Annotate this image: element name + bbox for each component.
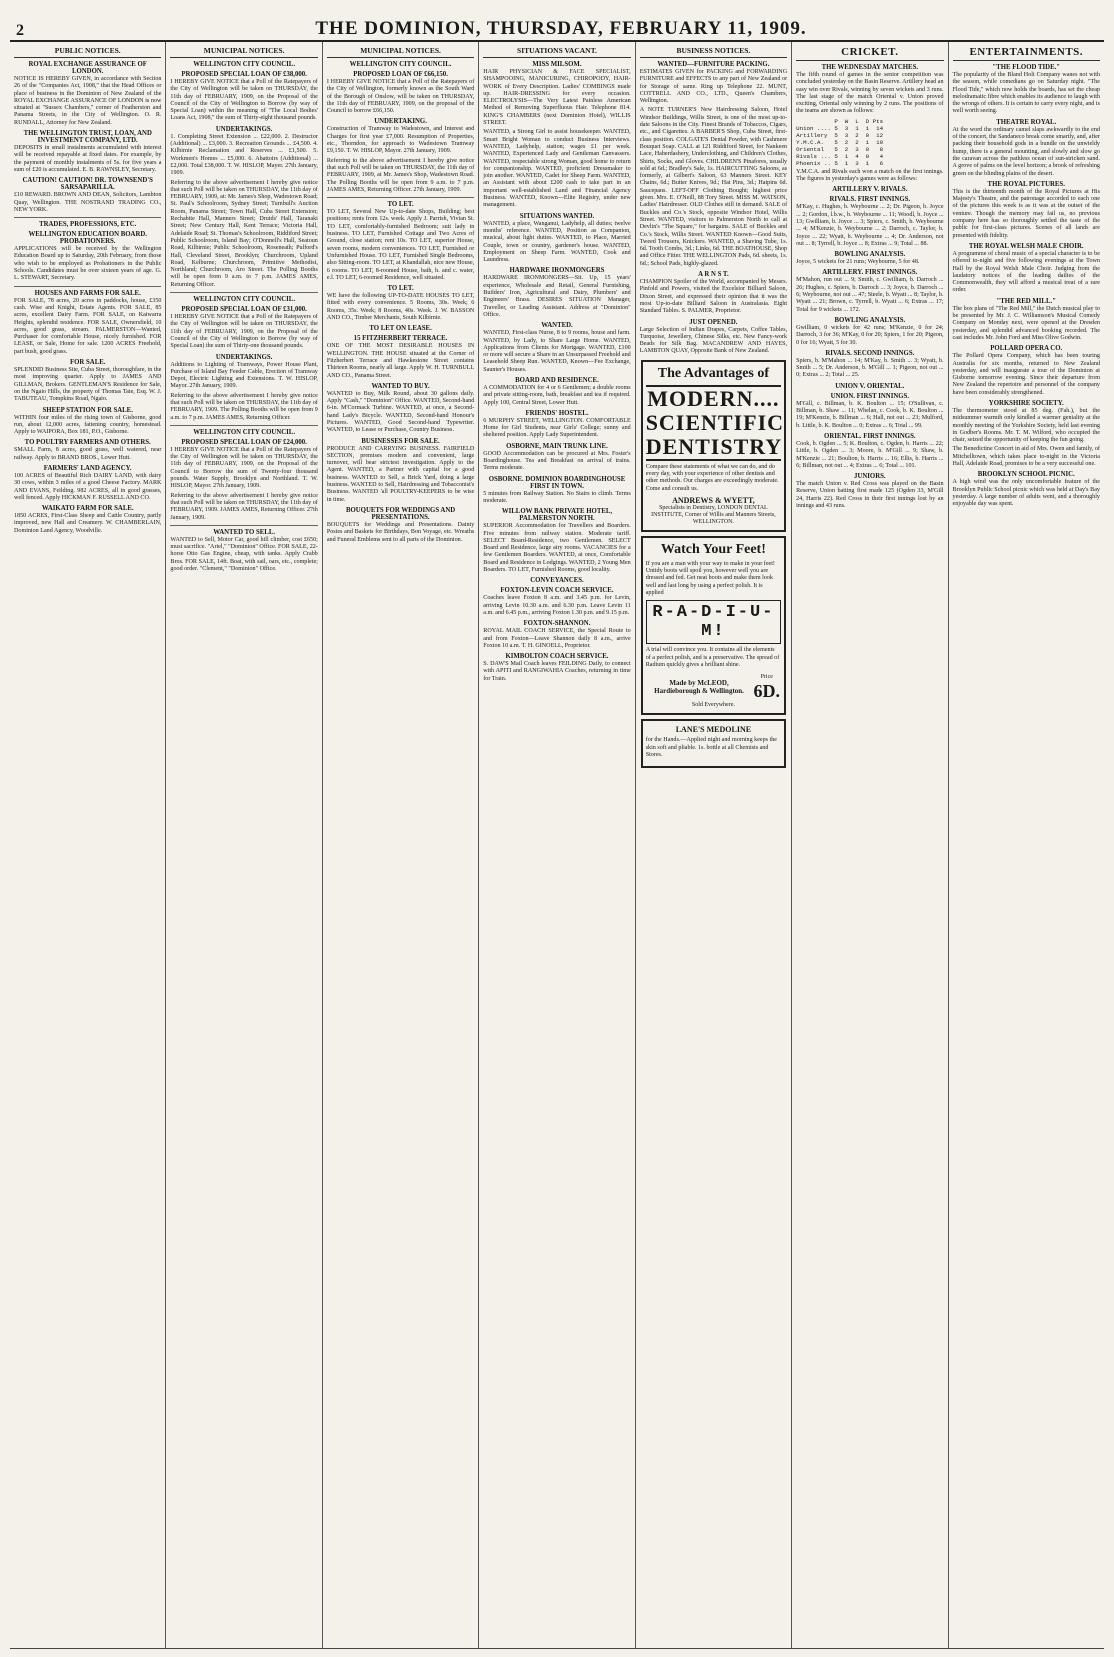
section-heading: RIVALS. FIRST INNINGS. [829, 196, 911, 204]
ad-headline-line: MODERN.... [647, 385, 780, 411]
article-paragraph: The popularity of the Bland Holt Company wanes not with the season, while comedians go on Saturday night. "The Flood Tide," which now holds the boards, has set the cheap melodramatic fibre which enables its audience to laugh with the wrongs of others. It is certain to carry every night, and is well worth seeing. [952, 72, 1100, 115]
column-heading: SITUATIONS VACANT. [483, 44, 630, 58]
ad-body: A trial will convince you. It contains all the elements of a perfect polish, and is a preservative. The spread of Radium quickly gives a brilliant shine. [645, 647, 780, 668]
article-paragraph: M'Mahon, run out ... 9; Smith, c. Gwilliam, b. Darroch ... 26; Hughes, c. Spiers, b. Darroch ... 3; Joyce, b. Darroch ... 6; Weybourne, not out ... 47; Steele, b. Wyatt ... 8; Taylor, b. Wyatt ... 21; Brown, c. Tyrrell, b. Wyatt ... 6; Extras ... 17; Total for 9 wickets ... 172. [796, 277, 944, 313]
article-paragraph: WANTED to Buy, Milk Round, about 30 gallons daily. Apply "Cash," "Dominion" Office. WANTED, Second-hand 6-in. M'Cormack Turbine. WANTED, at once, a Second-hand Lady's Bicycle. WANTED, Second-hand Honour's Pictures. WANTED, Good Second-hand Typewriter. WANTED, to Lease or Purchase, Country Business. [326, 390, 475, 434]
article-paragraph: FOR SALE, 78 acres, 20 acres in paddocks, house, £350 cash. Wise and Knight, Estate Agents. FOR SALE, 85 acres, excellent Dairy Farm. FOR SALE, on Kaiwarra Heights, splendid residence. FOR SALE, Ownersfield, 10 acres, good grass, stream. PALMERSTON—Wanted, Purchaser for comfortable House, nicely furnished. FOR LEASE, or Sale, Home for sale. 1200 ACRES Freehold, part bush, good grass. [14, 297, 162, 355]
article-paragraph: GOOD Accommodation can be procured at Mrs. Foster's Boardinghouse. Tea and Breakfast on arrival of trains. Terms moderate. [483, 450, 631, 472]
article-paragraph: I HEREBY GIVE NOTICE that a Poll of the Ratepayers of the City of Wellington will be taken on THURSDAY, the 11th day of FEBRUARY, 1909, on the Proposal of the Council of the City of Wellington to Borrow (by way of Special Loan) the sum of Thirty-one thousand pounds. [170, 314, 318, 350]
section-heading: ARTILLERY. FIRST INNINGS. [822, 269, 918, 277]
section-heading: UNION V. ORIENTAL. [835, 382, 905, 390]
section-heading: UNDERTAKINGS. [215, 125, 273, 133]
article-paragraph: WANTED, a place, Wanganui, Ladyhelp, all duties; twelve months' reference. WANTED, Position as Companion, musical, about light duties. WANTED, to Place, Married Couple, town or country, gardener's house. WANTED, Employment on Sheep Farm. WANTED, Cook and Laundress. [483, 220, 631, 264]
section-heading: TO LET. [387, 201, 414, 209]
section-divider [170, 292, 317, 293]
article-paragraph: 5 minutes from Railway Station. No Stairs to climb. Terms moderate. [483, 490, 631, 504]
column-heading: MUNICIPAL NOTICES. [170, 44, 317, 58]
article-paragraph: M'Kay, c. Hughes, b. Weybourne ... 2; Dr. Pigeon, b. Joyce ... 2; Gordon, l.b.w., b. Weybourne ... 11; Woodl, b. Joyce ... 13; Gwilliam, b. Joyce ... 3; Spiers, c. Smith, b. Weybourne ... 4; M'Kenzie, b. Weybourne ... 2; Darroch, c. Taylor, b. Joyce ... 22; Wyatt, b. Weybourne ... 4; Dr. Anderson, not out ... 8; Tyrrell, b. Joyce ... 8; Extras ... 9; Total ... 88. [796, 204, 944, 247]
article-paragraph: BOUQUETS for Weddings and Presentations. Dainty Posies and Baskets for Birthdays, Bon Voyage, etc. Wreaths and Funeral Emblems sent to all parts of the Dominion. [326, 521, 475, 543]
article-paragraph: I HEREBY GIVE NOTICE that a Poll of the Ratepayers of the City of Wellington will be taken on THURSDAY, the 11th day of FEBRUARY, 1909, on the Proposal of the Council of the City of Wellington to Borrow (by way of Special Loan) within the meaning of "The Local Bodies' Loans Act, 1908," the sum of Thirty-eight thousand pounds. [170, 79, 318, 122]
section-heading: "THE RED MILL." [996, 297, 1056, 305]
ad-price-box [752, 672, 781, 702]
section-divider [14, 286, 161, 287]
section-heading: SITUATIONS WANTED. [519, 212, 595, 220]
article-paragraph: M'Gill, c. Billman, b. K. Boulton ... 15; O'Sullivan, c. Billman, b. Shaw ... 11; Whelan, c. Cook, b. K. Boulton ... 19; M'Kenzie, b. Billman ... 6; Hall, not out ... 23; Mulford, b. Little, b. K. Boulton ... 0; Extras ... 6; Total ... 99. [796, 400, 944, 429]
section-heading: UNDERTAKING. [374, 118, 427, 126]
column-heading: ENTERTAINMENTS. [953, 44, 1100, 61]
section-heading: CONVEYANCES. [530, 577, 584, 585]
column-heading: PUBLIC NOTICES. [14, 44, 161, 58]
section-heading: HARDWARE IRONMONGERS [509, 267, 605, 275]
section-heading: BUSINESSES FOR SALE. [361, 437, 440, 445]
article-paragraph: CHAMPION Spoiler of the World, accompanied by Messrs. Pinfold and Powers, visited the Excelsior Billiard Saloon, Dixon Street, and expressed their opinion that it was the most Up-to-date Billiard Saloon in Australasia. Eight Standard Tables. S. PALMER, Proprietor. [639, 279, 788, 315]
hand-lotion-advertisement [641, 719, 786, 768]
section-heading: FRIENDS' HOSTEL. [525, 409, 589, 417]
section-heading: UNDERTAKINGS. [215, 353, 273, 361]
article-paragraph: 6 MURPHY STREET, WELLINGTON. COMFORTABLE Home for Girl Students, near Girls' College; sunny and sheltered position. Apply Lady Superintendent. [483, 417, 631, 439]
article-paragraph: The thermometer stood at 85 deg. (Fah.), but the midsummer warmth only kindled a warmer geniality at the monthly meeting of the Yorkshire Society, held last evening in Godber's Rooms. Mr. T. M. Wilford, who occupied the chair, seized the opportunity of keeping the fun going. [952, 407, 1100, 444]
article-paragraph: The box plans of "The Red Mill," the Dutch musical play to be presented by Mr. J. C. Williamson's Musical Comedy Company on Monday next, were opened at the Dresden yesterday, and splendid advanced booking recorded. The cast includes Mr. John Ford and Miss Olive Godwin. [952, 305, 1100, 341]
section-heading: BROOKLYN SCHOOL PICNIC. [977, 471, 1075, 479]
article-paragraph: ROYAL MAIL COACH SERVICE, the Special Route to and from Foxton—Leave Shannon daily 8 a.m., arrive Foxton 10 a.m. T. H. GINOELL, Proprietor. [483, 628, 631, 649]
article-paragraph: The fifth round of games in the senior competition was concluded yesterday on the Basin Reserve. Artillery head an easy win over Rivals, winning by seven wickets and 3 runs. The last stage of the match Oriental v. Union proved exciting, Oriental only winning by 2 runs. The positions of the teams are shown as follows: [796, 72, 944, 115]
article-paragraph: Joyce, 5 wickets for 21 runs; Weybourne, 5 for 48. [796, 259, 920, 266]
section-heading: HOUSES AND FARMS FOR SALE. [34, 289, 141, 297]
article-paragraph: The Pollard Opera Company, which has been touring Australia for six months, returned to New Zealand yesterday, and will inaugurate a tour of the Dominion at Gisborne tomorrow evening. Since their departure from New Zealand the repertoire and personnel of the company have been considerably strengthened. [952, 353, 1100, 396]
article-paragraph: SUPERIOR Accommodation for Travellers and Boarders. Five minutes from railway station. Moderate tariff. SELECT Board-Residence, two Gentlemen. SELECT Board and Residence, large airy rooms. VACANCIES for a few Gentlemen Boarders. WANTED, at once, Comfortable Board and Residence in Lodgings. WANTED, 2 Young Men Boarders. TO LET, Furnished Rooms, good locality. [483, 523, 631, 574]
article-paragraph: 1. Completing Street Extension ... £22,000. 2. Destructor (Additional) ... £3,000. 3. Recreation Grounds ... £4,500. 4. Kilbirnie Reclamation and Reserves ... £1,500. 5. Workmen's Homes ... £5,000. 6. Abattoirs (Additional) ... £2,000. Total £38,000. T. W. HISLOP, Mayer. 27th January, 1909. [170, 133, 318, 177]
ad-price-label: Price [760, 674, 773, 681]
section-divider [170, 425, 317, 426]
radium-polish-advertisement [641, 536, 786, 715]
article-paragraph: APPLICATIONS will be received by the Wellington Education Board up to Saturday, 20th February, from those who wish to be employed as Probationers in the Public Schools. Candidates must be over sixteen years of age. G. L. STEWART, Secretary. [14, 246, 162, 282]
section-heading: TO LET ON LEASE. [369, 325, 432, 333]
section-heading: PROPOSED SPECIAL LOAN OF £38,000. [181, 71, 307, 78]
standings-table: P W L D Pts Union .... 5 3 1 1 14 Artillery 5 3 2 0 12 Y.M.C.A. 5 2 2 1 10 Oriental 5 2 3 0 8 Rivals ... 5 1 4 0 4 Phoenix .. 5 1 3 1 6 [796, 117, 884, 167]
section-heading: THE ROYAL PICTURES. [987, 180, 1065, 188]
article-paragraph: Y.M.C.A. and Rivals each won a match on the first innings. The figures in yesterday's games were as follows: [796, 168, 944, 183]
section-divider [170, 525, 317, 526]
column-1 [10, 42, 166, 1648]
section-heading: WELLINGTON CITY COUNCIL. [193, 296, 296, 304]
article-paragraph: DEPOSITS in small instalments accumulated with interest will be received repayable at fixed dates. For example, by the payment of monthly instalments of 5s. for five years a sum of £20 is accumulated. E. B. RAWNSLEY, Secretary. [14, 145, 162, 173]
section-heading: TO POULTRY FARMERS AND OTHERS. [24, 439, 151, 447]
article-paragraph: HARDWARE IRONMONGERS—Sit. Up, 15 years' experience, Wholesale and Retail, General Furnishing, Builders' Iron, Agricultural and Dairy, Plumbers' and Engineers' Brass. DESIRES SITUATION Manager, Traveller, or Leading Assistant. Address at "Dominion" Office. [483, 275, 631, 318]
article-paragraph: The Benedictine Concert in aid of Mrs. Owen and family, of Mitchelltown, which takes place to-night in the Victoria Hall, Adelaide Road, promises to be a very successful one. [952, 446, 1100, 468]
section-heading: BOARD AND RESIDENCE. [515, 376, 599, 384]
article-paragraph: HAIR PHYSICIAN & FACE SPECIALIST, SHAMPOOING, MANICURING, CHIROPODY, HAIR-WORK of Every Description. Ladies' COMBINGS made up. HAIR-DRESSING for every occasion. ELECTROLYSIS—The Very Latest Painless American Method of Removing Superfluous Hair. Telephone 814. KING'S CHAMBERS (next Dominion Hotel), WILLIS STREET. [483, 69, 631, 127]
section-heading: THEATRE ROYAL. [996, 118, 1057, 126]
ad-title: LANE'S MEDOLINE [675, 725, 752, 735]
ad-maker: Made by McLEOD, Hardieborough & Wellington. [654, 679, 744, 696]
section-heading: BOUQUETS FOR WEDDINGS AND PRESENTATIONS. [345, 506, 456, 521]
ad-body: Compare these statements of what we can do, and do every day, with your experience of other dentists and other methods. Our charges are exceedingly moderate. Come and consult us. [645, 463, 779, 492]
article-paragraph: PRODUCE AND CARRYING BUSINESS. FAIRFIELD SECTION, premises modern and convenient, large turnover, will bear strictest investigation. Apply to the Agent. WANTED, a Partner with capital for a good business. WANTED to Sell, a Brick Yard, doing a large business. WANTED to Sell, Hairdressing and Tobacconist's Business. WANTED 'all POULTRY-KEEPERS to be wise in time. [326, 445, 475, 503]
article-paragraph: A NOTE TURNER'S New Hairdressing Saloon, Hotel Windsor Buildings, Willis Street, is one of the most up-to-date Saloons in the City. Finest Brands of Tobaccos, Cigars, etc., and Cigarettes. A BARBER'S Shop, Cuba Street, first-class position. COLGATE'S Dental Powder, with Cashmere Bouquet Soap. CALL at 121 Riddiford Street, for Nankeen Lace, Haberdashery, Underclothing, and Children's Clothes, Shirts, Socks, and Gloves. CHILDREN'S Pinafores, usually sold at 6d.; Bradley's Sale, 1s. HAIRCUTTING Saloons, as formerly, at Gilbert's Saloon, 63 Manners Street. KEY Chains, 6d.; Butter Knives, 9d.; Hat Pins, 3d.; Hatpins 6d. Saucepans. LEFT-OFF Clothing Bought; highest price given. Mrs. E. O'Neill, 88 Tory Street. MISS M. WATSON, Ladies' Hairdresser. OLD Clothes still in demand. SALE of Buckles and Co.'s Stock, opposite Windsor Hotel, Willis Street. WANTED, visitors to Palmerston North to call at Devlin's "The Square," for bargains. SALE of Buckles and Co.'s Stock, Willis Street. WANTED Known—Good Suits, Tweed Trousers, Knickers. WANTED, a Shaving Tube, 1s. 6d. Tooth Combs, 3d.; Links, 6d. THE BOATHOUSE, Shop and Office Fitter. THE WELLINGTON Pads, 6d. sheets, 1s. 6d.; School Pads, highly-glazed. [639, 107, 788, 267]
section-heading: YORKSHIRE SOCIETY. [988, 399, 1064, 407]
column-3 [323, 42, 479, 1648]
column-heading: BUSINESS NOTICES. [640, 44, 787, 58]
ad-body: If you are a man with your way to make in your feet! Untidy boots will spoil you, however well you are dressed and fed. Get neat boots and make them look well and last long by using a perfect polish. It is applied [645, 560, 775, 597]
article-paragraph: TO LET, Several New Up-to-date Shops, Building; best positions; rents from 12s. week. Apply J. Parrish, Vivian St. TO LET, comfortably-furnished Bedroom; suit lady in business. TO LET, Furnished Cottage and Two Acres of Ground, close station; rent 10s. TO LET, superior House, seven rooms, modern conveniences. TO LET, Furnished or Unfurnished House. TO LET, Furnished Single Bedrooms, also Sitting-room. TO LET, at Khandallah, nice new House, 6 rooms. TO LET, 8-roomed House, bath, h. and c. water, e.l. TO LET, 6-roomed Residence, well situated. [326, 209, 475, 281]
section-heading: WELLINGTON CITY COUNCIL. [349, 61, 452, 68]
masthead [10, 6, 1104, 42]
dentistry-advertisement [641, 360, 786, 532]
column-2 [166, 42, 322, 1648]
section-heading: FOXTON-SHANNON. [523, 620, 591, 628]
article-paragraph: Large Selection of Indian Drapes, Carpets, Coffee Tables, Turquoise, Jewellery, Chinese Silks, etc. New Fancy-work Beads for Silk Bag. MACANDREW AND HAYES, LAMBTON QUAY, Opposite Bank of New Zealand. [639, 326, 788, 355]
newspaper-title: THE DOMINION, THURSDAY, FEBRUARY 11, 1909. [315, 18, 807, 39]
ad-headline-line: DENTISTRY [645, 433, 783, 459]
ad-body: for the Hands.—Applied night and morning keeps the skin soft and pliable. 1s. bottle at all Chemists and Stores. [645, 737, 778, 758]
section-heading: WANTED TO SELL. [213, 528, 276, 536]
column-6 [792, 42, 948, 1648]
article-paragraph: Gwilliam, 0 wickets for 42 runs; M'Kenzie, 0 for 24; Darroch, 3 for 36; M'Kay, 0 for 20; Spiers, 1 for 20; Pigeon, 0 for 16; Wyatt, 5 for 30. [796, 324, 944, 346]
article-paragraph: I HEREBY GIVE NOTICE that a Poll of the Ratepayers of the City of Wellington, formerly known as the South Ward of the Borough of Onslow, will be taken on THURSDAY, the 11th day of FEBRUARY, 1909, on the proposal of the Council to borrow £66,150. [326, 79, 475, 115]
article-paragraph: This is the thirteenth month of the Royal Pictures at His Majesty's Theatre, and the patronage accorded to each one of the pictures this week is as it was at the outset of the venture. Though the memory may fail us, no previous company here has so thoroughly settled the taste of the public for first-class pictures. Scenes of all lands are presented with fidelity. [952, 188, 1100, 239]
article-paragraph: I HEREBY GIVE NOTICE that a Poll of the Ratepayers of the City of Wellington will be taken on THURSDAY, the 11th day of FEBRUARY, 1909, on the Proposal of the Council to Borrow the sum of Twenty-four thousand pounds. Water Supply, Brooklyn and Northland. T. W. HISLOP, Mayor. 27th January, 1909. [170, 446, 318, 490]
section-heading: BOWLING ANALYSIS. [834, 316, 906, 324]
section-heading: POLLARD OPERA CO. [990, 345, 1063, 353]
section-heading: TO LET. [387, 285, 414, 293]
section-heading: A R N S T. [698, 271, 729, 279]
column-heading: MUNICIPAL NOTICES. [327, 44, 474, 58]
section-heading: SHEEP STATION FOR SALE. [42, 406, 133, 414]
article-paragraph: A COMMODATION for 4 or 6 Gentlemen; a double rooms and private sitting-room, bath, breakfast and tea if required. Apply 100, Central Street, Lower Hutt. [483, 384, 631, 406]
column-5 [636, 42, 792, 1648]
article-paragraph: SMALL Farm, 8 acres, good grass, well watered, near railway. Apply to BRAND BROS., Lower Hutt. [14, 447, 162, 461]
section-heading: WANTED TO BUY. [371, 382, 430, 390]
section-heading: CAUTION! CAUTION! DR. TOWNSEND'S SARSAPARILLA. [22, 177, 153, 192]
ad-firm-name: ANDREWS & WYETT, [672, 495, 755, 505]
section-heading: JUST OPENED. [689, 318, 738, 326]
ad-footer [646, 672, 781, 702]
article-paragraph: Coaches leave Foxton 8 a.m. and 3.45 p.m. for Levin, arriving Levin 10.30 a.m. and 6.30 p.m. Leave Levin 11 a.m. and 6.45 p.m., arriving Foxton 1.30 p.m. and 9.15 p.m. [483, 595, 631, 616]
column-heading: CRICKET. [796, 44, 943, 61]
ad-firm-address: Specialists in Dentistry, LONDON DENTAL INSTITUTE, Corner of Willis and Manners Streets, WELLINGTON. [651, 504, 776, 525]
article-paragraph: SPLENDID Business Site, Cuba Street, thoroughfare, in the most improving quarter. Apply to JAMES AND GILLMAN, Brokers. GENTLEMAN'S Residence for Sale, on the Ngaio Hills, the property of Thomas Tate, Esq. W. J. TABUTEAU, Tompkins Road, Ngaio. [14, 367, 162, 403]
article-paragraph: At the word the ordinary camel slaps awkwardly to the end of the concert, the Sandaneco break come smartly, and, after packing their household gods in a bundle on the unwieldy hump, there is a general mounting, and slowly and slow go the caravan across the pathless ocean of sun-stricken sand. A grove of palms on the level horizon; a brook of refreshing green on the blinding plains of the desert. [952, 126, 1100, 177]
article-paragraph: WANTED, First-class Nurse, 8 to 9 rooms, house and farm. WANTED, by Lady, to Share Large Home. WANTED, Applications from Clients for Mortgage. WANTED, £100 or more will secure a Share in an Unsurpassed Freehold and Leasehold Sheep Run. WANTED, Known—Fee Exchange, Saunter's Houses. [483, 330, 631, 373]
article-paragraph: Referring to the above advertisement I hereby give notice that such Poll will be taken on THURSDAY, the 11th day of FEBRUARY, 1909, at Mr. James's Shop, Wadestown Road. The Polling Booths will be open from 9 a.m. to 7 p.m. JAMES AMES, Returning Officer. 27th January, 1909. [326, 157, 475, 193]
section-heading: ORIENTAL. FIRST INNINGS. [824, 432, 916, 440]
section-heading: WANTED—FURNITURE PACKING. [657, 61, 770, 68]
section-heading: "THE FLOOD TIDE." [992, 64, 1061, 71]
section-heading: WELLINGTON CITY COUNCIL. [193, 61, 296, 68]
article-paragraph: 1850 ACRES, First-Class Sheep and Cattle Country, partly improved, new Hall and Creamery. W. CHAMBERLAIN, Dominion Land Agency, Woodville. [14, 513, 162, 534]
article-paragraph: Referring to the above advertisement I hereby give notice that such Poll will be taken on THURSDAY, the 11th day of FEBRUARY, 1909, at: Mr. James's Shop, Wadestown Road; St. Paul's Schoolroom, Sydney Street; Turnbull's Auction Room, Panama Street; Town Hall, Cuba Street Extension; Rechabite Hall, Manners Street; Druids' Hall, Taranaki Street; New Century Hall, Kent Terrace; Victoria Hall, Adelaide Road; St. Thomas's Schoolroom, Riddiford Street; Public Schoolroom, Island Bay; O'Donnell's Hall, Seatoun Road, Kilbirnie; Public Schoolroom, Roseneath; Pulford's Hall, Cleveland Street, Brooklyn; Churchroom, Upland Road, Kelburne; Churchroom, Primitive Methodist, Northland; Churchroom, Aro Street. The Polling Booths will be open from 9 a.m. to 7 p.m. JAMES AMES, Returning Officer. [170, 179, 318, 288]
article-paragraph: £10 REWARD. BROWN AND DEAN, Solicitors, Lambton Quay, Wellington. THE NOSTRAND TRADING CO., NEW YORK. [14, 192, 162, 213]
article-paragraph: WANTED, a Strong Girl to assist housekeeper. WANTED, Smart Bright Woman to conduct Business Interviews. WANTED, Ladyhelp, station; wages £1 per week. WANTED, Experienced Lady and Gentleman Canvassers. WANTED, respectable strong Woman, good home to return for companionship. WANTED, proficient Dressmaker to join another. WANTED, Cadet for Sheep Farm. WANTED, an Assistant with about £200 cash to take part in an important well-established Land and Financial Agency Business. WANTED, Known—Elite Registry, under new management. [483, 129, 631, 209]
ad-title: Watch Your Feet! [660, 541, 766, 557]
article-paragraph: WANTED to Sell, Motor Car, good hill climber, cost £650; must sacrifice. "Ariel," "Dominion" Office. FOR SALE, 22-horse Otto Gas Engine, cheap, with tanks. Apply Crabb Bros. FOR SALE, 14ft. Boat, with sail, oars, etc., complete; good order. "Clement," "Dominion" Office. [170, 536, 318, 573]
article-paragraph: ONE OF THE MOST DESIRABLE HOUSES IN WELLINGTON. THE HOUSE situated at the Corner of Fitzherbert Terrace and Hawkestone Street contains Thirteen Rooms, nearly all large. Apply W. H. TURNBULL AND CO., Panama Street. [326, 343, 475, 379]
section-heading: KIMBOLTON COACH SERVICE. [505, 653, 609, 661]
article-paragraph: Referring to the above advertisement I hereby give notice that such Poll will be taken on THURSDAY, the 11th day of FEBRUARY, 1909. JAMES AMES, Returning Officer. 27th January, 1909. [170, 492, 318, 521]
section-heading: ROYAL EXCHANGE ASSURANCE OF LONDON. [28, 61, 147, 75]
section-heading: FOXTON-LEVIN COACH SERVICE. [500, 587, 614, 595]
section-heading: PROPOSED SPECIAL LOAN OF £24,000. [181, 438, 307, 446]
article-paragraph: The match Union v. Red Cross was played on the Basin Reserve, Union batting first made 125 (Ogden 33, M'Gill 24, Harris 22). Red Cross in their first innings lost by an innings and 43 runs. [796, 481, 944, 509]
section-heading: PROPOSED LOAN OF £66,150. [353, 71, 448, 78]
section-heading: OSBORNE, MAIN TRUNK LINE. [506, 442, 608, 450]
article-paragraph: Spiers, b. M'Mahon ... 14; M'Kay, b. Smith ... 3; Wyatt, b. Smith ... 5; Dr. Anderson, b. M'Gill ... 1; Pigeon, not out ... 0; Extras ... 2; Total ... 25. [796, 357, 944, 379]
ad-title: The Advantages of [657, 365, 770, 381]
section-heading: 15 FITZHERBERT TERRACE. [353, 335, 448, 343]
article-paragraph: Construction of Tramway to Wadestown, and Interest and Charges for first year £7,000. Resumption of Properties, etc., Thorndon, for approach to Wadestown Tramway £9,150. T. W. HISLOP, Mayor. 27th January, 1909. [326, 126, 475, 155]
section-heading: RIVALS. SECOND INNINGS. [825, 349, 915, 357]
section-heading: UNION. FIRST INNINGS. [830, 392, 910, 400]
section-heading: THE ROYAL WELSH MALE CHOIR. [968, 242, 1084, 250]
section-heading: WELLINGTON EDUCATION BOARD. PROBATIONERS. [28, 231, 147, 246]
article-paragraph: ESTIMATES GIVEN for PACKING and FORWARDING FURNITURE and EFFECTS to any part of New Zealand or for Storage of same. Ring up Telephone 22. MUNT, COTTRELL AND CO., LTD., Queen's Chambers, Wellington. [639, 69, 788, 105]
article-paragraph: NOTICE IS HEREBY GIVEN, in accordance with Section 26 of the "Companies Act, 1908," that the Head Offices or place of business in the Dominion of New Zealand of the ROYAL EXCHANGE ASSURANCE OF LONDON is now situated at "Sussex Chambers," corner of Featherston and Panama Streets, in the City of Wellington. O. R. RUNDALL, Attorney for New Zealand. [14, 76, 162, 126]
section-heading: THE WELLINGTON TRUST, LOAN, AND INVESTMENT COMPANY, LTD. [23, 130, 152, 145]
section-heading: MISS MILSOM. [532, 61, 582, 68]
column-4 [479, 42, 635, 1648]
article-paragraph: Referring to the above advertisement I hereby give notice that such Poll will be taken on THURSDAY, the 11th day of FEBRUARY, 1909. The Polling Booths will be open from 9 a.m. to 7 p.m. JAMES AMES, Returning Officer. [170, 392, 318, 421]
ad-product-name: R-A-D-I-U-M! [646, 600, 781, 644]
columns [10, 42, 1104, 1649]
ad-headline-line: SCIENTIFIC [645, 409, 785, 435]
section-heading: OSBORNE. DOMINION BOARDINGHOUSE FIRST IN TOWN. [488, 475, 626, 490]
section-heading: WANTED. [541, 322, 573, 330]
section-heading: ARTILLERY V. RIVALS. [832, 186, 908, 194]
article-paragraph: WITHIN four miles of the rising town of Gisborne, good run, about 12,000 acres, fattening country, homestead. Apply to WAIPORA, Box 181, P.O., Gisborne. [14, 414, 162, 436]
article-paragraph: S. DAW'S Mail Coach leaves FEILDING Daily, to connect with APITI and RANGIWAHIA Coaches, returning in time for Train. [483, 661, 631, 682]
article-paragraph: 100 ACRES of Beautiful Rich DAIRY LAND, with dairy 30 cows, within 3 miles of a good Cheese Factory. MARK AND EVANS, Feilding. 982 ACRES, all in good grasses, well fenced. Apply HICKMAN F. RUSSELL AND CO. [14, 472, 162, 501]
article-paragraph: WE have the following UP-TO-DATE HOUSES TO LET, fitted with every convenience. 5 Rooms, 30s. Week; 6 Rooms, 35s. Week; 8 Rooms, 40s. Week. J. W. BASSON AND CO., Timber Merchants, South Kilbirnie. [326, 293, 475, 322]
section-heading: JUNIORS. [854, 473, 886, 481]
column-7 [949, 42, 1104, 1648]
article-paragraph: Additions to Lighting of Tramways, Power House Plant, Purchase of Island Bay Feeder Cable, Erection of Tramway Depot, Electric Lighting and Extensions. T. W. HISLOP, Mayor. 27th January, 1909. [170, 361, 318, 390]
section-divider [327, 197, 474, 198]
section-heading: WILLOW BANK PRIVATE HOTEL, PALMERSTON NORTH. [501, 508, 613, 523]
section-heading: FARMERS' LAND AGENCY. [43, 464, 132, 472]
article-paragraph: A high wind was the only uncomfortable feature of the Brooklyn Public School picnic which was held at Day's Bay yesterday. A large number of adults went, and a thoroughly enjoyable day was spent. [952, 479, 1100, 508]
section-divider [14, 217, 161, 218]
ad-price: 6D. [753, 681, 780, 702]
article-paragraph: A programme of choral music of a special character is to be offered to-night and five following evenings at the Town Hall by the Royal Welsh Male Choir. Judging from the laudatory notices of the leading dailies of the Commonwealth, they will afford a musical treat of a rare order. [952, 250, 1100, 294]
section-heading: TRADES, PROFESSIONS, ETC. [39, 221, 137, 229]
ad-headline [645, 385, 785, 461]
article-paragraph: Cook, b. Ogden ... 5; K. Boulton, c. Ogden, b. Harris ... 22; Little, b. Ogden ... 3; Moore, b. M'Gill ... 9; Shaw, b. M'Kenzie ... 21; Boulton, b. Harris ... 16; Ellis, b. Harris ... 6; Billman, not out ... 4; Extras ... 6; Total ... 101. [796, 440, 944, 469]
section-heading: WAIKATO FARM FOR SALE. [41, 505, 134, 513]
section-heading: FOR SALE. [69, 359, 106, 367]
section-heading: WELLINGTON CITY COUNCIL. [193, 428, 296, 436]
section-heading: PROPOSED SPECIAL LOAN OF £31,000. [181, 306, 307, 314]
section-heading: THE WEDNESDAY MATCHES. [821, 64, 919, 71]
ad-sold: Sold Everywhere. [691, 702, 735, 709]
section-heading: BOWLING ANALYSIS. [834, 251, 906, 259]
page-number: 2 [16, 22, 24, 39]
